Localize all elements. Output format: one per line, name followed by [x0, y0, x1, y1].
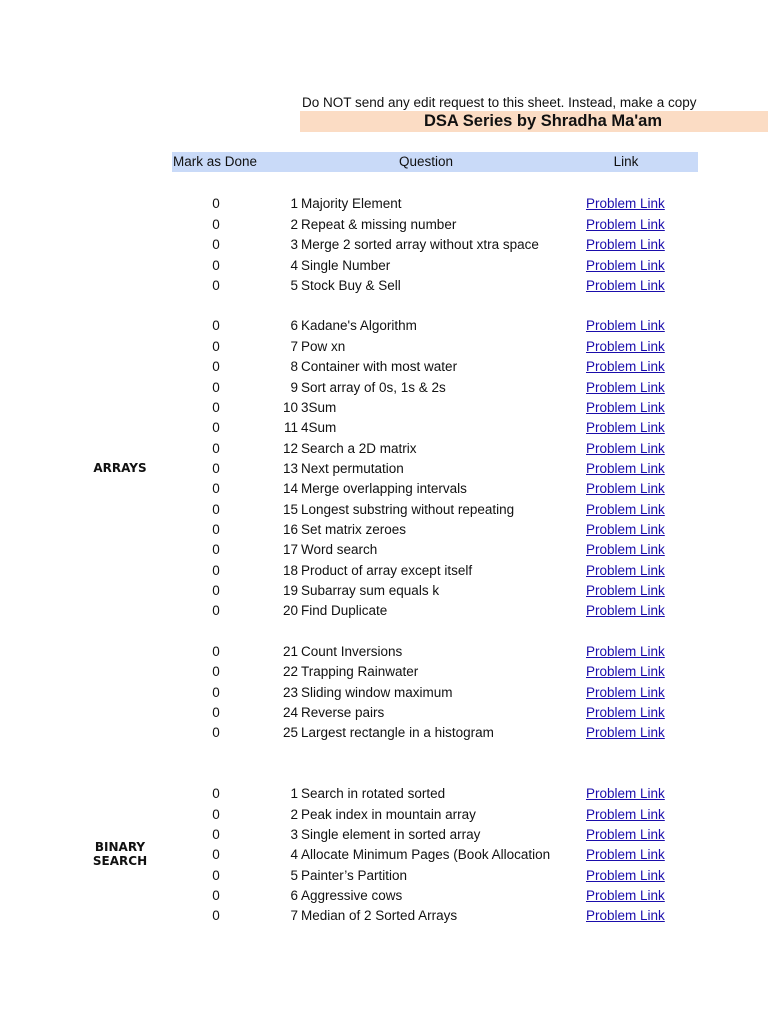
question-number: 1 [290, 786, 298, 801]
problem-link[interactable]: Problem Link [586, 440, 665, 456]
table-row [172, 194, 698, 214]
table-row [172, 683, 698, 703]
problem-link[interactable]: Problem Link [586, 725, 665, 740]
problem-link[interactable]: Problem Link [586, 583, 665, 598]
question-number: 24 [282, 705, 298, 720]
mark-as-done-cell[interactable]: 0 [212, 888, 220, 903]
question-text: Merge overlapping intervals [301, 481, 467, 496]
mark-as-done-cell[interactable]: 0 [212, 420, 220, 435]
table-row [172, 520, 698, 540]
question-text: Single element in sorted array [301, 827, 481, 842]
question-text: Painter’s Partition [301, 867, 408, 883]
problem-link[interactable]: Problem Link [586, 562, 665, 578]
mark-as-done-cell[interactable]: 0 [212, 379, 220, 395]
question-number: 6 [290, 888, 298, 903]
question-text: Median of 2 Sorted Arrays [301, 908, 458, 923]
question-text: Word search [301, 542, 378, 557]
table-row [172, 581, 698, 601]
problem-link[interactable]: Problem Link [586, 908, 665, 923]
problem-link[interactable]: Problem Link [586, 867, 665, 883]
question-text: Pow xn [301, 338, 346, 354]
question-text: Peak index in mountain array [301, 806, 476, 822]
question-text: Product of array except itself [301, 562, 473, 578]
table-row [172, 540, 698, 560]
mark-as-done-cell[interactable]: 0 [212, 725, 220, 740]
table-row [172, 357, 698, 377]
problem-link[interactable]: Problem Link [586, 603, 665, 618]
mark-as-done-cell[interactable]: 0 [212, 827, 220, 842]
problem-link[interactable]: Problem Link [586, 522, 665, 537]
header-link: Link [613, 154, 639, 169]
section-label-arrays: ARRAYS [93, 461, 147, 475]
question-number: 13 [282, 461, 298, 476]
question-number: 4 [290, 847, 298, 862]
problem-link[interactable]: Problem Link [586, 257, 665, 273]
table-row [172, 642, 698, 662]
question-text: Kadane's Algorithm [301, 318, 417, 333]
page-title: DSA Series by Shradha Ma'am [423, 112, 663, 130]
mark-as-done-cell[interactable]: 0 [212, 603, 220, 618]
question-number: 7 [290, 908, 298, 923]
question-text: Largest rectangle in a histogram [301, 725, 494, 740]
problem-link[interactable]: Problem Link [586, 237, 665, 252]
table-row [172, 805, 698, 825]
question-number: 11 [283, 420, 298, 435]
question-text: Single Number [301, 257, 391, 273]
question-number: 3 [290, 827, 298, 842]
question-text: Reverse pairs [301, 705, 385, 720]
mark-as-done-cell[interactable]: 0 [212, 318, 220, 333]
section-label-binary-search: BINARY SEARCH [92, 840, 148, 868]
mark-as-done-cell[interactable]: 0 [212, 257, 220, 273]
problem-link[interactable]: Problem Link [586, 644, 665, 659]
mark-as-done-cell[interactable]: 0 [212, 522, 220, 537]
table-row [172, 723, 698, 743]
problem-link[interactable]: Problem Link [586, 827, 665, 842]
table-row [172, 337, 698, 357]
problem-link[interactable]: Problem Link [586, 379, 665, 395]
question-number: 23 [282, 684, 298, 700]
question-number: 22 [282, 664, 298, 679]
question-number: 21 [282, 644, 298, 659]
question-number: 20 [282, 603, 298, 618]
table-row [172, 398, 698, 418]
table-row [172, 825, 698, 845]
question-number: 2 [290, 806, 298, 822]
question-text: Sliding window maximum [301, 684, 453, 700]
mark-as-done-cell[interactable]: 0 [212, 359, 220, 374]
question-text: Count Inversions [301, 644, 403, 659]
question-number: 12 [282, 440, 298, 456]
question-number: 9 [290, 379, 298, 395]
table-row [172, 256, 698, 276]
mark-as-done-cell[interactable]: 0 [212, 684, 220, 700]
problem-link[interactable]: Problem Link [586, 705, 665, 720]
problem-link[interactable]: Problem Link [586, 318, 665, 333]
table-row [172, 662, 698, 682]
table-row [172, 784, 698, 804]
table-row [172, 439, 698, 459]
problem-link[interactable]: Problem Link [586, 806, 665, 822]
table-row [172, 845, 698, 865]
question-number: 17 [282, 542, 298, 557]
table-row [172, 276, 698, 296]
table-row [172, 215, 698, 235]
mark-as-done-cell[interactable]: 0 [212, 461, 220, 476]
table-row [172, 459, 698, 479]
table-row [172, 378, 698, 398]
question-number: 16 [282, 522, 298, 537]
mark-as-done-cell[interactable]: 0 [212, 908, 220, 923]
mark-as-done-cell[interactable]: 0 [212, 664, 220, 679]
problem-link[interactable]: Problem Link [586, 461, 665, 476]
question-number: 5 [290, 867, 298, 883]
mark-as-done-cell[interactable]: 0 [212, 705, 220, 720]
question-number: 5 [290, 278, 298, 293]
table-row [172, 479, 698, 499]
question-text: Aggressive cows [301, 888, 403, 903]
header-mark-as-done: Mark as Done [173, 154, 258, 169]
mark-as-done-cell[interactable]: 0 [212, 542, 220, 557]
question-number: 7 [290, 338, 298, 354]
mark-as-done-cell[interactable]: 0 [212, 583, 220, 598]
mark-as-done-cell[interactable]: 0 [212, 806, 220, 822]
mark-as-done-cell[interactable]: 0 [212, 481, 220, 496]
table-header [172, 152, 698, 172]
question-number: 15 [282, 501, 298, 517]
mark-as-done-cell[interactable]: 0 [212, 867, 220, 883]
problem-link[interactable]: Problem Link [586, 888, 665, 903]
question-text: Search in rotated sorted [301, 786, 446, 801]
table-row [172, 418, 698, 438]
mark-as-done-cell[interactable]: 0 [212, 644, 220, 659]
question-text: Set matrix zeroes [301, 522, 407, 537]
question-number: 18 [282, 562, 298, 578]
question-text: Repeat & missing number [301, 216, 457, 232]
problem-link[interactable]: Problem Link [586, 664, 665, 679]
mark-as-done-cell[interactable]: 0 [212, 196, 220, 211]
table-row [172, 561, 698, 581]
question-text: Longest substring without repeating [301, 501, 515, 517]
problem-link[interactable]: Problem Link [586, 216, 665, 232]
problem-link[interactable]: Problem Link [586, 338, 665, 354]
problem-link[interactable]: Problem Link [586, 420, 665, 435]
mark-as-done-cell[interactable]: 0 [212, 440, 220, 456]
question-number: 25 [282, 725, 298, 740]
question-text: Trapping Rainwater [301, 664, 419, 679]
mark-as-done-cell[interactable]: 0 [212, 501, 220, 517]
question-number: 4 [290, 257, 298, 273]
table-row [172, 601, 698, 621]
mark-as-done-cell[interactable]: 0 [212, 786, 220, 801]
question-text: Subarray sum equals k [301, 583, 440, 598]
question-text: 3Sum [301, 400, 337, 415]
question-text: Allocate Minimum Pages (Book Allocation [301, 847, 551, 862]
question-number: 2 [290, 216, 298, 232]
problem-link[interactable]: Problem Link [586, 481, 665, 496]
edit-notice: Do NOT send any edit request to this sheet. Instead, make a copy [302, 95, 697, 110]
problem-link[interactable]: Problem Link [586, 542, 665, 557]
question-text: Sort array of 0s, 1s & 2s [301, 379, 446, 395]
question-text: Find Duplicate [301, 603, 388, 618]
mark-as-done-cell[interactable]: 0 [212, 847, 220, 862]
question-text: Container with most water [301, 359, 458, 374]
question-number: 3 [290, 237, 298, 252]
problem-link[interactable]: Problem Link [586, 847, 665, 862]
problem-link[interactable]: Problem Link [586, 278, 665, 293]
problem-link[interactable]: Problem Link [586, 359, 665, 374]
question-number: 8 [290, 359, 298, 374]
problem-link[interactable]: Problem Link [586, 786, 665, 801]
question-text: Merge 2 sorted array without xtra space [301, 237, 539, 252]
question-number: 10 [282, 400, 298, 415]
problem-link[interactable]: Problem Link [586, 684, 665, 700]
table-row [172, 866, 698, 886]
table-row [172, 703, 698, 723]
mark-as-done-cell[interactable]: 0 [212, 278, 220, 293]
table-row [172, 235, 698, 255]
question-number: 19 [282, 583, 298, 598]
header-question: Question [398, 154, 454, 169]
question-number: 6 [290, 318, 298, 333]
question-text: Next permutation [301, 461, 404, 476]
question-text: Stock Buy & Sell [301, 278, 401, 293]
table-row [172, 316, 698, 336]
table-row [172, 500, 698, 520]
question-number: 1 [290, 196, 298, 211]
mark-as-done-cell[interactable]: 0 [212, 338, 220, 354]
mark-as-done-cell[interactable]: 0 [212, 562, 220, 578]
question-number: 14 [282, 481, 298, 496]
mark-as-done-cell[interactable]: 0 [212, 237, 220, 252]
question-text: Search a 2D matrix [301, 440, 417, 456]
question-text: Majority Element [301, 196, 402, 211]
problem-link[interactable]: Problem Link [586, 501, 665, 517]
question-text: 4Sum [301, 420, 337, 435]
table-row [172, 906, 698, 926]
problem-link[interactable]: Problem Link [586, 400, 665, 415]
mark-as-done-cell[interactable]: 0 [212, 216, 220, 232]
problem-link[interactable]: Problem Link [586, 196, 665, 211]
mark-as-done-cell[interactable]: 0 [212, 400, 220, 415]
table-row [172, 886, 698, 906]
